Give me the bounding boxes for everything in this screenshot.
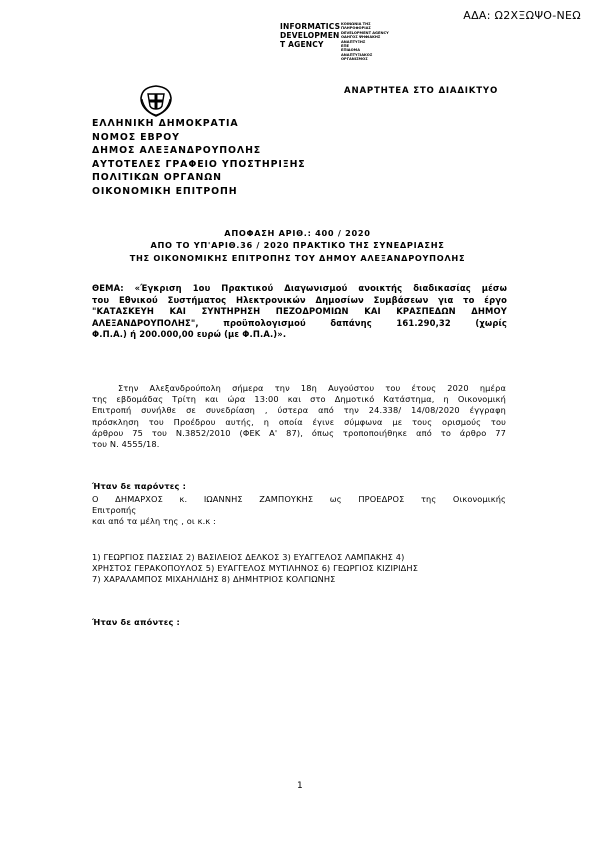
informatics-agency-logo [280,22,340,49]
body-line: άρθρου 75 του Ν.3852/2010 (ΦΕΚ Α' 87), όπως τροποποιήθηκε από το άρθρο 77 [92,427,506,438]
decision-number: ΑΠΟΦΑΣΗ ΑΡΙΘ.: 400 / 2020 [224,228,371,238]
members-line: ΧΡΗΣΤΟΣ ΓΕΡΑΚΟΠΟΥΛΟΣ 5) ΕΥΑΓΓΕΛΟΣ ΜΥΤΙΛΗΝΟΣ 6) ΓΕΩΡΓΙΟΣ ΚΙΖΙΡΙΔΗΣ [92,563,419,574]
subject-block [92,283,507,341]
issuer-line: ΝΟΜΟΣ ΕΒΡΟΥ [92,131,180,143]
body-line: του Ν. 4555/18. [92,439,160,450]
logo-small-line: ΑΝΑΠΤΥΞΙΑΚΟΣ ΟΡΓΑΝΙΣΜΟΣ [341,52,373,62]
issuer-line: ΟΙΚΟΝΟΜΙΚΗ ΕΠΙΤΡΟΠΗ [92,185,238,197]
greek-coat-of-arms-icon [138,84,174,118]
present-line: Επιτροπής [92,505,137,516]
decision-minutes: ΑΠΟ ΤΟ ΥΠ'ΑΡΙΘ.36 / 2020 ΠΡΑΚΤΙΚΟ ΤΗΣ ΣΥΝΕΔΡΙΑΣΗΣ [150,240,445,251]
decision-committee: ΤΗΣ ΟΙΚΟΝΟΜΙΚΗΣ ΕΠΙΤΡΟΠΗΣ ΤΟΥ ΔΗΜΟΥ ΑΛΕΞΑΝΔΡΟΥΠΟΛΗΣ [129,252,466,263]
members-line: 7) ΧΑΡΑΛΑΜΠΟΣ ΜΙΧΑΗΛΙΔΗΣ 8) ΔΗΜΗΤΡΙΟΣ ΚΟΛΓΙΩΝΗΣ [92,574,336,585]
issuer-line: ΔΗΜΟΣ ΑΛΕΞΑΝΔΡΟΥΠΟΛΗΣ [92,145,262,157]
subject-line: ΑΛΕΞΑΝΔΡΟΥΠΟΛΗΣ", προϋπολογισμού δαπάνης 161.290,32 (χωρίς [92,317,507,328]
logo-line: INFORMATICS [280,22,341,31]
subject-line: "ΚΑΤΑΣΚΕΥΗ ΚΑΙ ΣΥΝΤΗΡΗΣΗ ΠΕΖΟΔΡΟΜΙΩΝ ΚΑΙ ΚΡΑΣΠΕΔΩΝ ΔΗΜΟΥ [92,306,507,317]
subject-line: ΘΕΜΑ: «Έγκριση 1ου Πρακτικού Διαγωνισμού ανοικτής διαδικασίας μέσω [92,283,507,293]
present-block [92,494,506,528]
present-heading: Ήταν δε παρόντες : [92,481,187,491]
present-line: Ο ΔΗΜΑΡΧΟΣ κ. ΙΩΑΝΝΗΣ ΖΑΜΠΟΥΚΗΣ ως ΠΡΟΕΔΡΟΣ της Οικονομικής [92,494,506,504]
logo-small-line: ΚΟΙΝΩΝΙΑ ΤΗΣ ΠΛΗΡΟΦΟΡΙΑΣ [341,22,371,31]
issuer-line: ΑΥΤΟΤΕΛΕΣ ΓΡΑΦΕΙΟ ΥΠΟΣΤΗΡΙΞΗΣ [92,158,306,170]
issuer-block [92,117,306,199]
issuer-line: ΠΟΛΙΤΙΚΩΝ ΟΡΓΑΝΩΝ [92,172,222,184]
page-number: 1 [297,781,303,791]
issuer-line: ΕΛΛΗΝΙΚΗ ΔΗΜΟΚΡΑΤΙΑ [92,118,239,129]
present-line: και από τα μέλη της , οι κ.κ : [92,516,216,527]
logo-small-line: ΕΠΕ [341,44,349,49]
subject-line: Φ.Π.Α.) ή 200.000,00 ευρώ (με Φ.Π.Α.)». [92,329,287,340]
subject-line: του Εθνικού Συστήματος Ηλεκτρονικών Δημοσίων Συμβάσεων για το έργο [92,294,507,305]
body-line: Στην Αλεξανδρούπολη σήμερα την 18η Αυγούστου του έτους 2020 ημέρα [118,383,506,393]
body-line: πρόσκληση του Προέδρου αυτής, η οποία έγινε σύμφωνα με τους ορισμούς του [92,416,506,427]
posting-note: ΑΝΑΡΤΗΤΕΑ ΣΤΟ ΔΙΑΔΙΚΤΥΟ [344,86,499,96]
absent-heading: Ήταν δε απόντες : [92,617,181,627]
logo-small-line: ΟΔΗΓΟΣ ΨΗΦΙΑΚΗΣ ΑΝΑΠΤΥΞΗΣ [341,35,381,44]
logo-small-text [341,22,391,62]
body-line: της εβδομάδας Τρίτη και ώρα 13:00 και στο Δημοτικό Κατάστημα, η Οικονομική [92,394,506,405]
members-list [92,552,506,586]
logo-small-line: ΕΠΙΔΟΜΑ [341,48,360,53]
body-line: Επιτροπή συνήλθε σε συνεδρίαση , ύστερα από την 24.338/ 14/08/2020 έγγραφη [92,405,506,416]
logo-small-line: DEVELOPMENT AGENCY [341,30,389,35]
logo-line: DEVELOPMEN [280,31,340,40]
decision-heading [0,227,595,264]
meeting-paragraph [92,383,506,450]
logo-line: T AGENCY [280,40,324,49]
members-line: 1) ΓΕΩΡΓΙΟΣ ΠΑΣΣΙΑΣ 2) ΒΑΣΙΛΕΙΟΣ ΔΕΛΚΟΣ 3) ΕΥΑΓΓΕΛΟΣ ΛΑΜΠΑΚΗΣ 4) [92,552,405,562]
ada-code: ΑΔΑ: Ω2ΧΞΩΨΟ-ΝΕΩ [463,9,581,22]
